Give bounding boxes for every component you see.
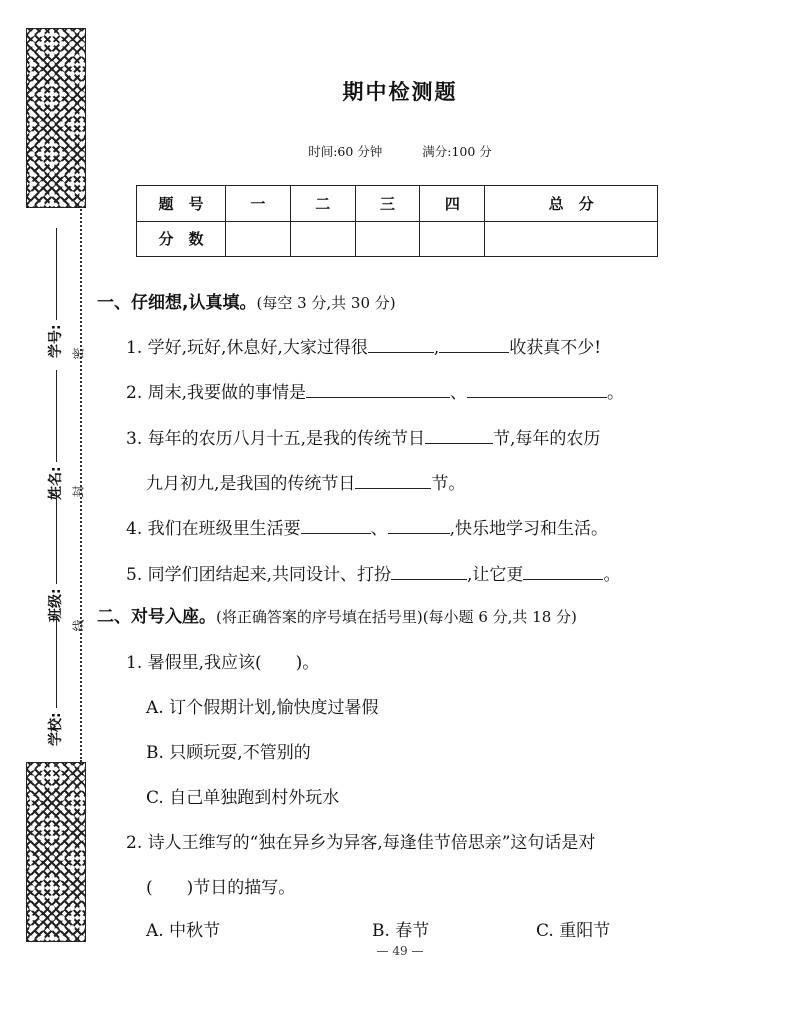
decorative-pattern-top [26, 28, 86, 208]
score-cell[interactable] [355, 221, 420, 257]
name-label: 姓名: [48, 466, 64, 500]
s1-question-3-cont [146, 469, 465, 494]
header-cell: 二 [290, 186, 355, 222]
answer-blank[interactable] [425, 428, 493, 444]
row-label: 分 数 [137, 221, 226, 257]
student-no-field[interactable] [45, 228, 65, 358]
q-text: 节。 [431, 474, 466, 494]
s1-question-4 [126, 514, 608, 539]
s2-q2-option-a[interactable]: A. 中秋节 [146, 921, 221, 941]
header-cell: 四 [420, 186, 485, 222]
s2-question-2-cont: ( )节日的描写。 [146, 878, 296, 898]
seal-char-mi: 密 [71, 347, 86, 360]
school-field[interactable] [45, 616, 65, 746]
q-text: 4. 我们在班级里生活要 [126, 519, 301, 539]
score-table-header-row [137, 186, 658, 222]
s2-q1-option-b[interactable]: B. 只顾玩耍,不管别的 [146, 743, 311, 763]
student-no-label: 学号: [48, 324, 64, 358]
s2-question-1: 1. 暑假里,我应该( )。 [126, 653, 320, 673]
s1-question-1 [126, 333, 601, 358]
q-text: 收获真不少! [509, 338, 602, 358]
score-cell[interactable] [420, 221, 485, 257]
q-text: 2. 周末,我要做的事情是 [126, 383, 307, 403]
time-limit: 时间:60 分钟 [308, 144, 383, 159]
s2-question-2: 2. 诗人王维写的“独在异乡为异客,每逢佳节倍思亲”这句话是对 [126, 833, 596, 853]
q-text: 、 [450, 383, 468, 403]
answer-blank[interactable] [523, 564, 603, 580]
answer-blank[interactable] [306, 382, 450, 398]
page-number: — 49 — [376, 944, 424, 958]
answer-blank[interactable] [467, 382, 607, 398]
answer-blank[interactable] [439, 337, 509, 353]
school-label: 学校: [48, 712, 64, 746]
s2-q2-option-b[interactable]: B. 春节 [372, 921, 430, 941]
header-cell: 一 [226, 186, 291, 222]
answer-blank[interactable] [368, 337, 434, 353]
q-text: 。 [603, 565, 621, 585]
answer-blank[interactable] [391, 564, 467, 580]
s2-q1-option-c[interactable]: C. 自己单独跑到村外玩水 [146, 788, 340, 808]
s1-question-5 [126, 560, 620, 585]
s2-q1-option-a[interactable]: A. 订个假期计划,愉快度过暑假 [146, 698, 379, 718]
binding-dotted-line [80, 206, 82, 762]
answer-blank[interactable] [301, 518, 371, 534]
full-score: 满分:100 分 [422, 144, 492, 159]
q-text: 节,每年的农历 [493, 429, 601, 449]
answer-blank[interactable] [355, 473, 431, 489]
section2-title: 二、对号入座。 [97, 607, 216, 627]
section1-title: 一、仔细想,认真填。 [97, 293, 257, 313]
q-text: 。 [607, 383, 625, 403]
score-cell[interactable] [290, 221, 355, 257]
score-table [136, 185, 658, 257]
score-cell[interactable] [226, 221, 291, 257]
q-text: 1. 学好,玩好,休息好,大家过得很 [126, 338, 368, 358]
section1-note: (每空 3 分,共 30 分) [256, 294, 396, 312]
q-text: ,快乐地学习和生活。 [449, 519, 609, 539]
page-title: 期中检测题 [342, 80, 458, 104]
section1-heading [97, 288, 396, 313]
s1-question-2 [126, 378, 624, 403]
decorative-pattern-bottom [26, 762, 86, 942]
q-text: 5. 同学们团结起来,共同设计、打扮 [126, 565, 392, 585]
seal-char-feng: 封 [71, 485, 86, 498]
q-text: 3. 每年的农历八月十五,是我的传统节日 [126, 429, 426, 449]
answer-blank[interactable] [388, 518, 450, 534]
q-text: , [433, 338, 440, 358]
q-text: 、 [370, 519, 388, 539]
header-cell: 题 号 [137, 186, 226, 222]
score-table-score-row [137, 221, 658, 257]
section2-note: (将正确答案的序号填在括号里)(每小题 6 分,共 18 分) [216, 608, 577, 626]
section2-heading [97, 602, 577, 627]
q-text: 九月初九,是我国的传统节日 [146, 474, 356, 494]
s1-question-3 [126, 424, 600, 449]
s2-q2-option-c[interactable]: C. 重阳节 [536, 921, 611, 941]
score-cell[interactable] [485, 221, 658, 257]
time-info [0, 142, 800, 160]
header-cell: 总 分 [485, 186, 658, 222]
header-cell: 三 [355, 186, 420, 222]
class-label: 班级: [48, 588, 64, 622]
class-field[interactable] [45, 492, 65, 622]
seal-char-xian: 线 [71, 619, 86, 632]
name-field[interactable] [45, 370, 65, 500]
q-text: ,让它更 [467, 565, 524, 585]
